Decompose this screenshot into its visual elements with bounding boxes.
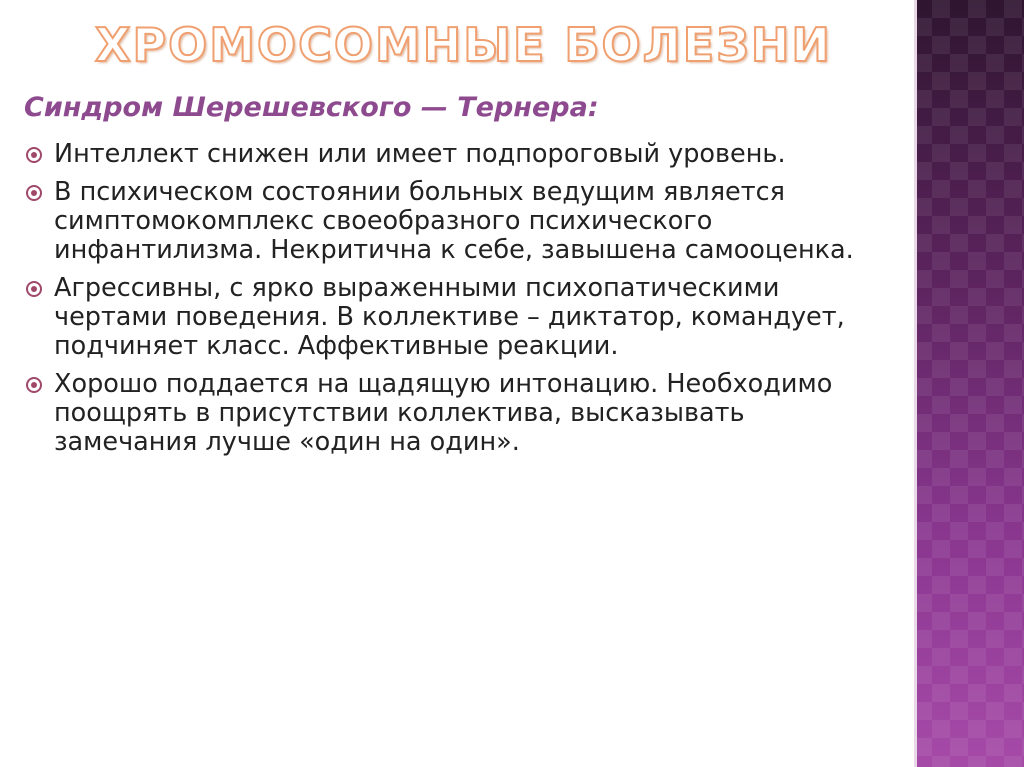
- circle-bullet-icon: [26, 147, 42, 163]
- slide-title: ХРОМОСОМНЫЕ БОЛЕЗНИ: [95, 18, 832, 72]
- circle-bullet-icon: [26, 281, 42, 297]
- diamond-pattern: [914, 0, 1024, 767]
- bullet-text: Хорошо поддается на щадящую интонацию. Необходимо поощрять в присутствии коллектива, высказывать замечания лучше «один на один».: [54, 369, 833, 457]
- circle-bullet-icon: [26, 377, 42, 393]
- decorative-side-band: [914, 0, 1024, 767]
- bullet-item: [24, 274, 874, 361]
- bullet-item: [24, 178, 874, 265]
- bullet-item: [24, 370, 874, 457]
- bullet-list: [24, 140, 874, 466]
- bullet-item: [24, 140, 874, 169]
- bullet-text: Интеллект снижен или имеет подпороговый уровень.: [54, 139, 786, 169]
- bullet-text: Агрессивны, с ярко выраженными психопатическими чертами поведения. В коллективе – диктатор, командует, подчиняет класс. Аффективные реакции.: [54, 273, 845, 361]
- circle-bullet-icon: [26, 185, 42, 201]
- slide-subtitle: Синдром Шерешевского — Тернера:: [24, 92, 599, 123]
- bullet-text: В психическом состоянии больных ведущим является симптомокомплекс своеобразного психического инфантилизма. Некритична к себе, завышена самооценка.: [54, 177, 854, 265]
- side-band-edge: [914, 0, 917, 767]
